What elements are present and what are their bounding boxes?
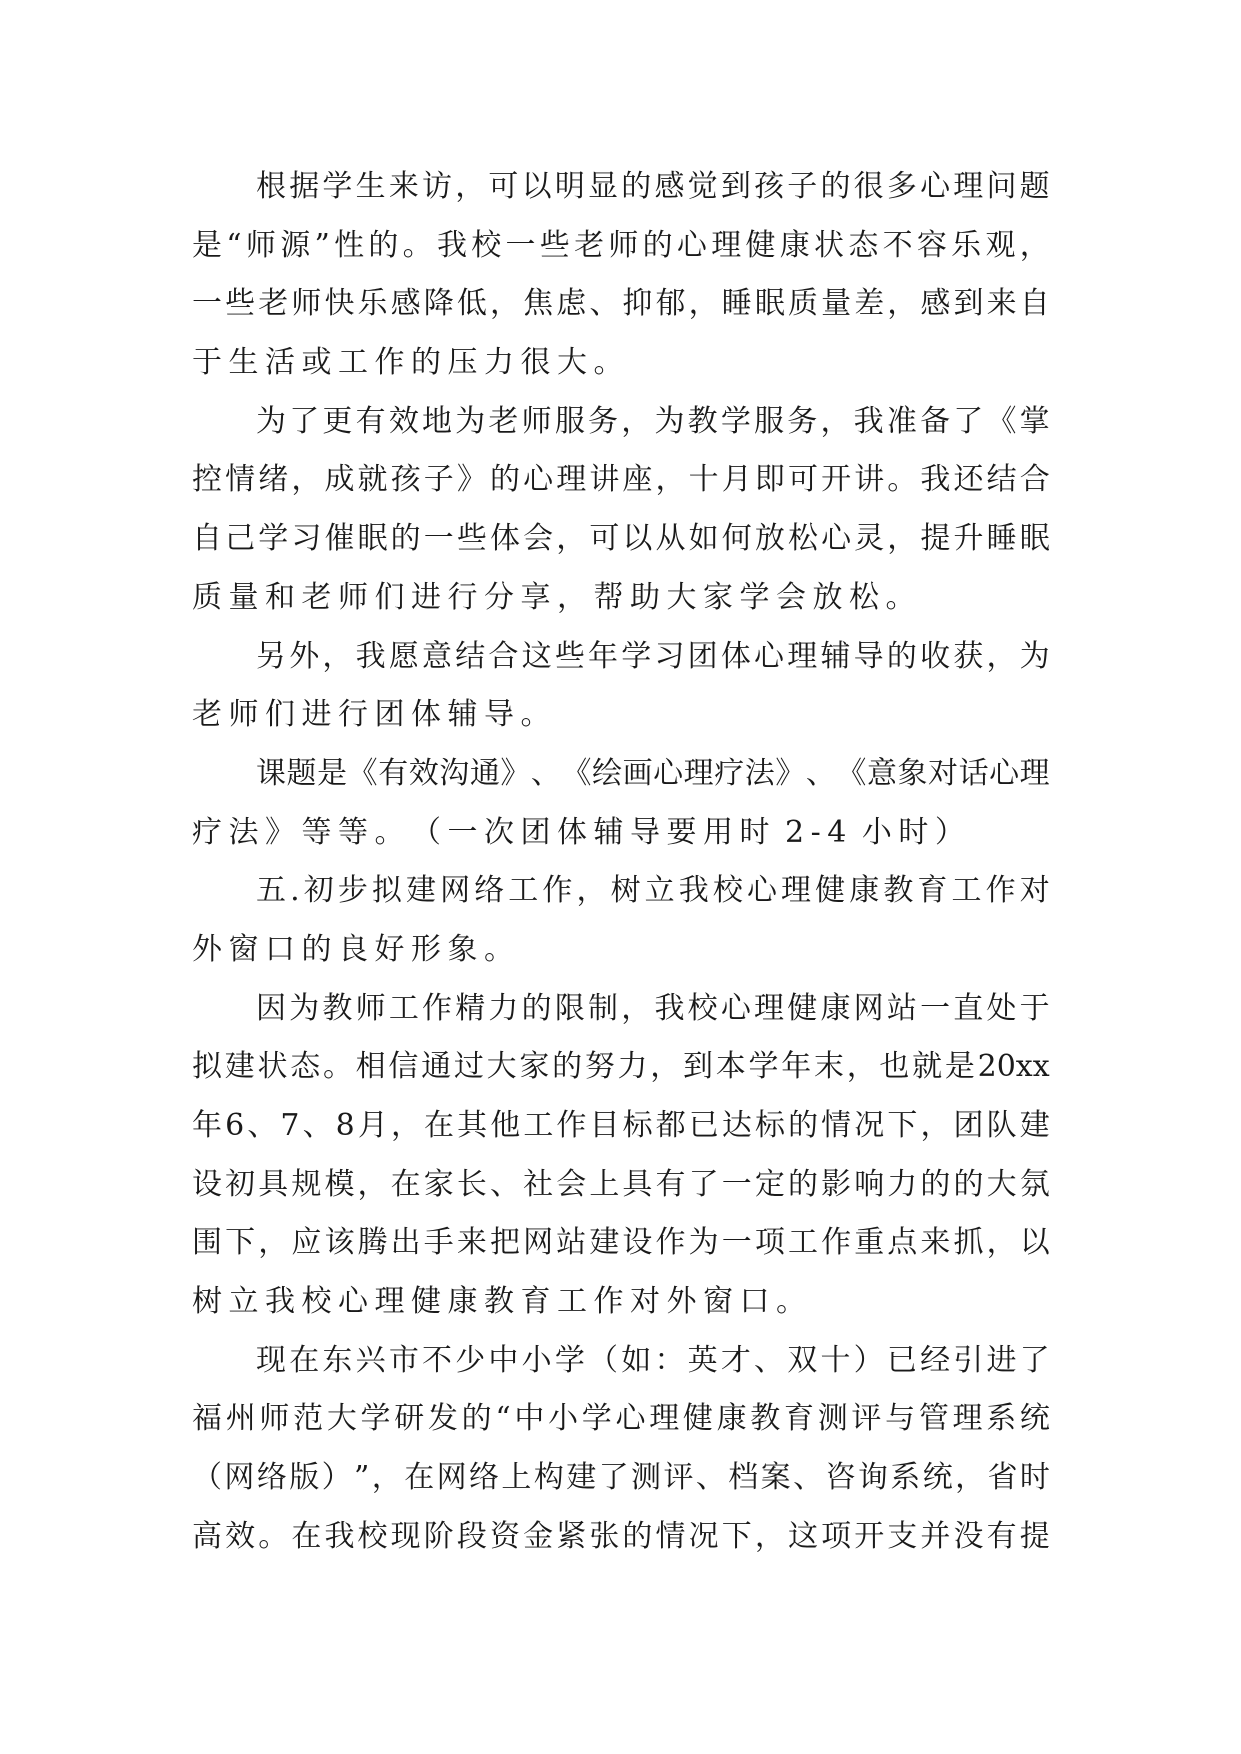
text-line: 因 为 教 师 工 作 精 力 的 限 制 ， 我 校 心 理 健 康 网 站 一 直 处 于 bbox=[256, 990, 1050, 1026]
text-line: 外 窗 口 的 良 好 形 象 。 bbox=[192, 931, 521, 967]
text-line: 现 在 东 兴 市 不 少 中 小 学 （ 如 ： 英 才 、 双 十 ） 已 经 引 进 了 bbox=[256, 1342, 1050, 1378]
text-line: 另 外 ， 我 愿 意 结 合 这 些 年 学 习 团 体 心 理 辅 导 的 收 获 ， 为 bbox=[256, 638, 1050, 674]
text-line: 是 “ 师 源 ” 性 的 。 我 校 一 些 老 师 的 心 理 健 康 状 态 不 容 乐 观 ， bbox=[192, 227, 1050, 263]
text-line: 自 己 学 习 催 眠 的 一 些 体 会 ， 可 以 从 如 何 放 松 心 灵 ， 提 升 睡 眠 bbox=[192, 521, 1050, 557]
text-line: 围 下 ， 应 该 腾 出 手 来 把 网 站 建 设 作 为 一 项 工 作 重 点 来 抓 ， 以 bbox=[192, 1225, 1050, 1261]
text-line: 年 6 、 7 、 8 月 ， 在 其 他 工 作 目 标 都 已 达 标 的 情 况 下 ， 团 队 建 bbox=[192, 1108, 1050, 1143]
text-line: 五 . 初 步 拟 建 网 络 工 作 ， 树 立 我 校 心 理 健 康 教 育 工 作 对 bbox=[256, 873, 1050, 909]
text-line: 拟 建 状 态 。 相 信 通 过 大 家 的 努 力 ， 到 本 学 年 末 ， 也 就 是 20xx bbox=[192, 1049, 1050, 1085]
text-line: 老 师 们 进 行 团 体 辅 导 。 bbox=[192, 697, 557, 733]
text-line: 为 了 更 有 效 地 为 老 师 服 务 ， 为 教 学 服 务 ， 我 准 备 了 《 掌 bbox=[256, 403, 1050, 439]
text-line: 质 量 和 老 师 们 进 行 分 享 ， 帮 助 大 家 学 会 放 松 。 bbox=[192, 579, 922, 615]
text-line: 高 效 。 在 我 校 现 阶 段 资 金 紧 张 的 情 况 下 ， 这 项 开 支 并 没 有 提 bbox=[192, 1518, 1050, 1554]
text-line: 疗 法 》 等 等 。 （ 一 次 团 体 辅 导 要 用 时 2-4 小 时 ） bbox=[192, 814, 972, 850]
text-line: 控 情 绪 ， 成 就 孩 子 》 的 心 理 讲 座 ， 十 月 即 可 开 讲 。 我 还 结 合 bbox=[192, 462, 1050, 498]
text-line: 福 州 师 范 大 学 研 发 的 “ 中 小 学 心 理 健 康 教 育 测 评 与 管 理 系 统 bbox=[192, 1401, 1050, 1437]
text-line: 树 立 我 校 心 理 健 康 教 育 工 作 对 外 窗 口 。 bbox=[192, 1284, 813, 1320]
text-line: 一 些 老 师 快 乐 感 降 低 ， 焦 虑 、 抑 郁 ， 睡 眠 质 量 差 ， 感 到 来 自 bbox=[192, 286, 1050, 322]
text-line: 课 题 是 《 有 效 沟 通 》 、 《 绘 画 心 理 疗 法 》 、 《 意 象 对 话 心 理 bbox=[256, 755, 1050, 791]
text-line: 根 据 学 生 来 访 ， 可 以 明 显 的 感 觉 到 孩 子 的 很 多 心 理 问 题 bbox=[256, 169, 1050, 204]
text-line: 设 初 具 规 模 ， 在 家 长 、 社 会 上 具 有 了 一 定 的 影 响 力 的 的 大 氛 bbox=[192, 1166, 1050, 1202]
document-body bbox=[192, 158, 1050, 1567]
text-line: 于 生 活 或 工 作 的 压 力 很 大 。 bbox=[192, 345, 630, 381]
text-line: （ 网 络 版 ） ” ， 在 网 络 上 构 建 了 测 评 、 档 案 、 咨 询 系 统 ， 省 时 bbox=[192, 1460, 1050, 1496]
